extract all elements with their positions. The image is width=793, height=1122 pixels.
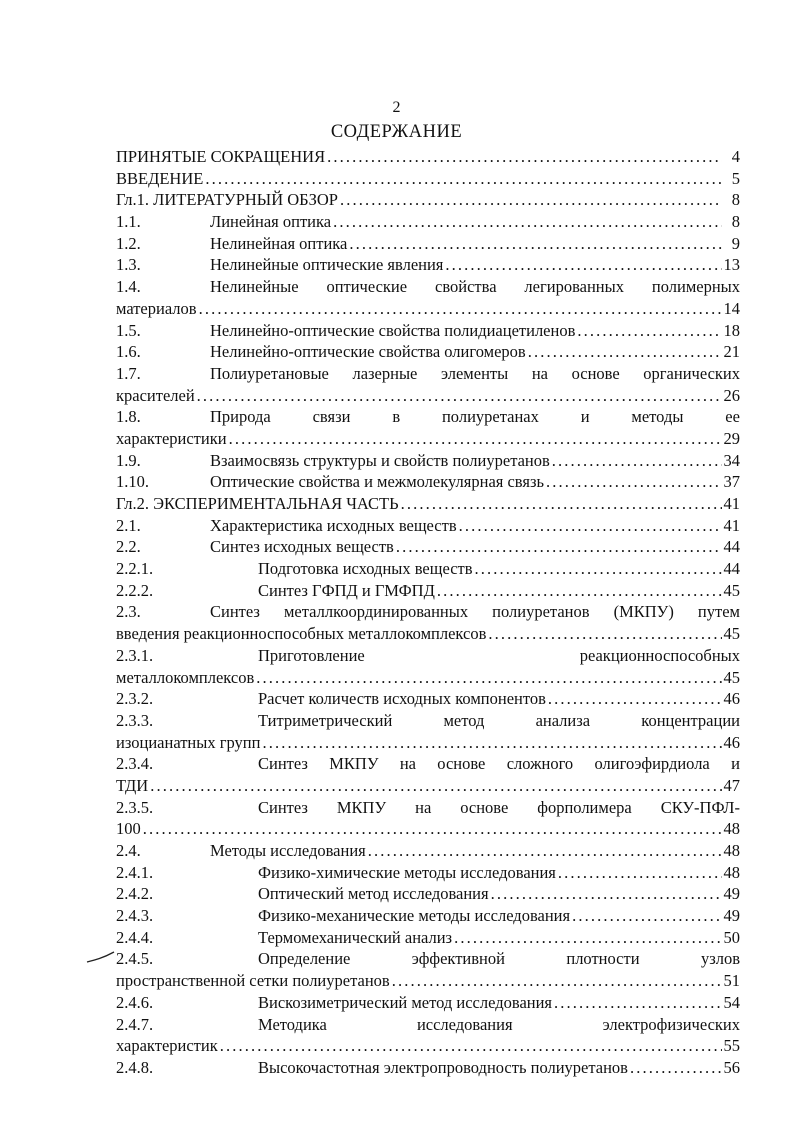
toc-page: 48 [723, 862, 740, 882]
toc-continuation: 100 [116, 819, 141, 839]
toc-word: плотности [566, 949, 640, 969]
toc-line [116, 363, 740, 385]
toc-line [116, 580, 740, 602]
toc-text: Подготовка исходных веществ [258, 559, 473, 579]
toc-leader [491, 883, 722, 905]
toc-word: электрофизических [602, 1014, 740, 1034]
toc-entry [116, 536, 740, 558]
toc-entry [116, 493, 740, 515]
toc-leader [459, 515, 722, 537]
toc-continuation: пространственной сетки полиуретанов [116, 971, 390, 991]
toc-entry [116, 406, 740, 449]
toc-line [116, 688, 740, 710]
toc-line [116, 406, 740, 428]
toc-line [116, 211, 740, 233]
toc-entry [116, 905, 740, 927]
toc-word: Природа [210, 407, 271, 427]
toc-word: анализа [535, 710, 591, 730]
pen-mark [86, 950, 116, 964]
toc-line [116, 601, 740, 623]
toc-number: 2.2. [116, 537, 141, 557]
toc-page: 8 [731, 190, 740, 210]
toc-page: 56 [723, 1057, 740, 1077]
toc-word: МКПУ [329, 754, 379, 774]
toc-entry [116, 883, 740, 905]
toc-number: 2.2.2. [116, 580, 154, 600]
toc-number: 2.3.5. [116, 797, 154, 817]
toc-word: Синтез [258, 754, 308, 774]
toc-entry [116, 320, 740, 342]
toc-page: 34 [723, 450, 740, 470]
toc-entry [116, 927, 740, 949]
toc-word: Титриметрический [258, 710, 393, 730]
toc-word: основе [437, 754, 486, 774]
toc-line [116, 341, 740, 363]
toc-text [210, 276, 740, 298]
toc-leader [199, 298, 722, 320]
toc-entry [116, 189, 740, 211]
toc-text: Расчет количеств исходных компонентов [258, 689, 546, 709]
toc-line [116, 515, 740, 537]
toc-leader [546, 471, 721, 493]
toc-number: 1.8. [116, 407, 141, 427]
toc-line [116, 623, 740, 645]
toc-continuation: характеристики [116, 428, 227, 448]
toc-line [116, 1035, 740, 1057]
toc-continuation: металлокомплексов [116, 667, 255, 687]
toc-entry [116, 276, 740, 319]
toc-line [116, 168, 740, 190]
toc-page: 41 [723, 515, 740, 535]
toc-line [116, 645, 740, 667]
toc-text [210, 601, 740, 623]
toc-line [116, 385, 740, 407]
toc-text: Гл.1. ЛИТЕРАТУРНЫЙ ОБЗОР [116, 190, 338, 210]
toc-line [116, 320, 740, 342]
toc-text: Методы исследования [210, 841, 366, 860]
toc-text: Термомеханический анализ [258, 927, 453, 947]
toc-text: Синтез ГФПД и ГМФПД [258, 580, 435, 600]
toc-page: 51 [723, 971, 740, 991]
toc-text: Физико-химические методы исследования [258, 862, 556, 882]
toc-line [116, 883, 740, 905]
toc-line [116, 862, 740, 884]
toc-page: 26 [723, 385, 740, 405]
toc-text: ВВЕДЕНИЕ [116, 168, 204, 188]
toc-word: на [399, 754, 416, 774]
toc-word: лазерные [352, 363, 418, 383]
toc-entry [116, 233, 740, 255]
toc-leader [437, 580, 722, 602]
toc-word: Синтез [210, 602, 260, 622]
toc-leader [327, 146, 722, 168]
toc-text: Нелинейно-оптические свойства полидиацетиленов [210, 320, 576, 340]
toc-number: 1.9. [116, 450, 141, 470]
toc-line [116, 753, 740, 775]
toc-line [116, 818, 740, 840]
toc-number: 2.3.4. [116, 754, 154, 774]
toc-entry [116, 168, 740, 190]
toc-entry [116, 797, 740, 840]
toc-leader [445, 254, 721, 276]
toc-text: Вискозиметрический метод исследования [258, 992, 553, 1012]
toc-page: 44 [723, 559, 740, 579]
toc-word: исследования [416, 1014, 513, 1034]
toc-line [116, 189, 740, 211]
toc-entry [116, 146, 740, 168]
toc-leader [630, 1057, 722, 1079]
toc-page: 47 [723, 775, 740, 795]
toc-word: форполимера [537, 797, 632, 817]
toc-page: 49 [723, 906, 740, 926]
toc-word: узлов [700, 949, 740, 969]
toc-text: Оптические свойства и межмолекулярная связь [210, 472, 545, 492]
toc-page: 48 [723, 819, 740, 839]
toc-number: 1.5. [116, 320, 141, 340]
toc-line [116, 428, 740, 450]
toc-text: Синтез исходных веществ [210, 537, 394, 557]
toc-line [116, 493, 740, 515]
toc-line [116, 797, 740, 819]
toc-number: 2.4.7. [116, 1014, 154, 1034]
toc-number: 2.4.5. [116, 949, 154, 969]
toc-line [116, 927, 740, 949]
toc-number: 2.4.4. [116, 927, 154, 947]
toc-word: в [392, 407, 401, 427]
toc-number: 1.1. [116, 212, 141, 232]
toc-number: 1.7. [116, 363, 141, 383]
toc-word: металлкоординированных [283, 602, 469, 622]
toc-line [116, 1057, 740, 1079]
toc-page: 8 [731, 212, 740, 232]
toc-word: ее [725, 407, 740, 427]
toc-entry [116, 688, 740, 710]
toc-word: метод [443, 710, 485, 730]
toc-text: Физико-механические методы исследования [258, 906, 571, 926]
toc-number: 1.2. [116, 233, 141, 253]
toc-word: полиуретанов [492, 602, 590, 622]
toc-entry [116, 1014, 740, 1057]
toc-word: концентрации [641, 710, 740, 730]
toc-leader [454, 927, 721, 949]
toc-word: на [415, 797, 432, 817]
toc-entry [116, 558, 740, 580]
toc-number: 2.3.1. [116, 645, 154, 665]
toc-page: 9 [731, 233, 740, 253]
toc-leader [368, 840, 722, 862]
toc-leader [572, 905, 721, 927]
toc-text [258, 753, 740, 775]
toc-continuation: изоцианатных групп [116, 732, 261, 752]
toc-word: олигоэфирдиола [594, 754, 710, 774]
toc-line [116, 710, 740, 732]
toc-word: реакционноспособных [579, 645, 740, 665]
toc-leader [475, 558, 722, 580]
toc-number: 2.3.2. [116, 689, 154, 709]
toc-leader [205, 168, 722, 190]
toc-word: свойства [435, 277, 497, 297]
toc-word: эффективной [411, 949, 505, 969]
toc-word: основе [571, 363, 620, 383]
toc-number: 2.4.8. [116, 1057, 154, 1077]
toc-line [116, 254, 740, 276]
toc-number: 1.4. [116, 277, 141, 297]
toc-number: 1.3. [116, 255, 141, 275]
toc-leader [401, 493, 722, 515]
toc-word: Нелинейные [210, 277, 299, 297]
toc-page: 44 [723, 537, 740, 557]
toc-number: 2.4.1. [116, 862, 154, 882]
toc-entry [116, 580, 740, 602]
toc-word: связи [312, 407, 351, 427]
toc-entry [116, 948, 740, 991]
toc-word: МКПУ [336, 797, 387, 817]
toc-line [116, 536, 740, 558]
toc-word: путем [697, 602, 740, 622]
toc-entry [116, 710, 740, 753]
toc-word: (МКПУ) [613, 602, 674, 622]
toc-word: и [580, 407, 590, 427]
toc-entry [116, 471, 740, 493]
page-number: 2 [392, 99, 401, 116]
toc-page: 55 [723, 1036, 740, 1056]
toc-text: ПРИНЯТЫЕ СОКРАЩЕНИЯ [116, 147, 326, 166]
toc-number: 1.6. [116, 342, 141, 362]
toc-number: 2.4. [116, 841, 141, 860]
toc-number: 2.4.6. [116, 992, 154, 1012]
toc-page: 54 [723, 992, 740, 1012]
toc-leader [488, 623, 721, 645]
toc-leader [197, 385, 722, 407]
toc-word: методы [631, 407, 684, 427]
toc-number: 2.2.1. [116, 559, 154, 579]
toc-page: 45 [723, 667, 740, 687]
toc-text: Линейная оптика [210, 212, 332, 232]
toc-word: органических [643, 363, 740, 383]
toc-page: 21 [723, 342, 740, 362]
toc-continuation: материалов [116, 298, 197, 318]
toc-text [210, 406, 740, 428]
toc-word: Синтез [258, 797, 308, 817]
toc-number: 2.1. [116, 515, 141, 535]
toc-number: 2.4.2. [116, 884, 154, 904]
toc-entry [116, 450, 740, 472]
toc-line [116, 840, 740, 862]
toc-word: основе [460, 797, 509, 817]
toc-entry [116, 515, 740, 537]
toc-continuation: ТДИ [116, 775, 149, 795]
toc-word: оптические [326, 277, 408, 297]
toc-text [258, 645, 740, 667]
toc-line [116, 970, 740, 992]
toc-entry [116, 840, 740, 862]
toc-page: 48 [723, 841, 740, 860]
toc-text: Оптический метод исследования [258, 884, 489, 904]
toc-page: 46 [723, 732, 740, 752]
toc-word: Определение [258, 949, 351, 969]
toc-leader [349, 233, 722, 255]
toc-text: Нелинейная оптика [210, 233, 348, 253]
toc-word: легированных [524, 277, 624, 297]
toc-text: Характеристика исходных веществ [210, 515, 457, 535]
toc-text [258, 948, 740, 970]
toc-text [258, 710, 740, 732]
toc-leader [558, 862, 722, 884]
toc-line [116, 558, 740, 580]
toc-number: 2.3.3. [116, 710, 154, 730]
toc-text [258, 797, 740, 819]
toc-leader [143, 818, 722, 840]
toc-entry [116, 363, 740, 406]
toc-leader [396, 536, 722, 558]
toc-line [116, 992, 740, 1014]
toc-line [116, 667, 740, 689]
toc-word: СКУ-ПФЛ- [660, 797, 740, 817]
toc-line [116, 276, 740, 298]
toc-word: на [531, 363, 548, 383]
toc-text: Нелинейные оптические явления [210, 255, 444, 275]
toc-line [116, 233, 740, 255]
toc-page: 41 [723, 494, 740, 513]
toc-leader [392, 970, 722, 992]
toc-entry [116, 862, 740, 884]
toc-entry [116, 992, 740, 1014]
toc-line [116, 298, 740, 320]
toc-text [258, 1014, 740, 1036]
toc-entry [116, 601, 740, 644]
toc-leader [554, 992, 721, 1014]
toc-word: Методика [258, 1014, 327, 1034]
toc-word: Полиуретановые [210, 363, 329, 383]
toc-text: Нелинейно-оптические свойства олигомеров [210, 342, 526, 362]
toc-number: 1.10. [116, 472, 149, 492]
toc-entry [116, 211, 740, 233]
toc-line [116, 732, 740, 754]
toc-page: 49 [723, 884, 740, 904]
toc-page: 45 [723, 580, 740, 600]
toc-leader [552, 450, 722, 472]
toc-continuation: введения реакционноспособных металлокомплексов [116, 624, 487, 644]
table-of-contents [116, 146, 740, 1079]
toc-leader [528, 341, 722, 363]
toc-word: сложного [506, 754, 574, 774]
toc-word: и [731, 754, 740, 774]
toc-page: 50 [723, 927, 740, 947]
toc-leader [548, 688, 722, 710]
toc-leader [577, 320, 721, 342]
toc-entry [116, 645, 740, 688]
toc-page: 37 [723, 472, 740, 492]
toc-entry [116, 341, 740, 363]
toc-word: Приготовление [258, 645, 365, 665]
toc-leader [256, 667, 721, 689]
page-title: СОДЕРЖАНИЕ [330, 122, 463, 142]
toc-leader [220, 1035, 722, 1057]
toc-page: 29 [723, 428, 740, 448]
toc-page: 46 [723, 689, 740, 709]
toc-continuation: красителей [116, 385, 195, 405]
toc-number: 2.3. [116, 602, 141, 622]
toc-word: полимерных [651, 277, 740, 297]
toc-line [116, 450, 740, 472]
toc-entry [116, 1057, 740, 1079]
toc-leader [262, 732, 721, 754]
toc-text: Взаимосвязь структуры и свойств полиуретанов [210, 450, 550, 470]
toc-line [116, 905, 740, 927]
toc-page: 45 [723, 624, 740, 644]
toc-text: Гл.2. ЭКСПЕРИМЕНТАЛЬНАЯ ЧАСТЬ [116, 494, 399, 513]
toc-continuation: характеристик [116, 1036, 218, 1056]
toc-text [210, 363, 740, 385]
toc-text: Высокочастотная электропроводность полиуретанов [258, 1057, 628, 1077]
toc-page: 14 [723, 298, 740, 318]
toc-line [116, 948, 740, 970]
toc-entry [116, 753, 740, 796]
toc-leader [150, 775, 721, 797]
toc-leader [229, 428, 722, 450]
toc-line [116, 1014, 740, 1036]
toc-line [116, 146, 740, 168]
toc-line [116, 471, 740, 493]
toc-page: 5 [731, 168, 740, 188]
toc-line [116, 775, 740, 797]
toc-leader [333, 211, 722, 233]
toc-entry [116, 254, 740, 276]
toc-word: полиуретанах [441, 407, 539, 427]
toc-page: 13 [723, 255, 740, 275]
toc-leader [340, 189, 722, 211]
toc-word: элементы [440, 363, 509, 383]
toc-page: 18 [723, 320, 740, 340]
toc-page: 4 [731, 147, 740, 166]
toc-number: 2.4.3. [116, 906, 154, 926]
